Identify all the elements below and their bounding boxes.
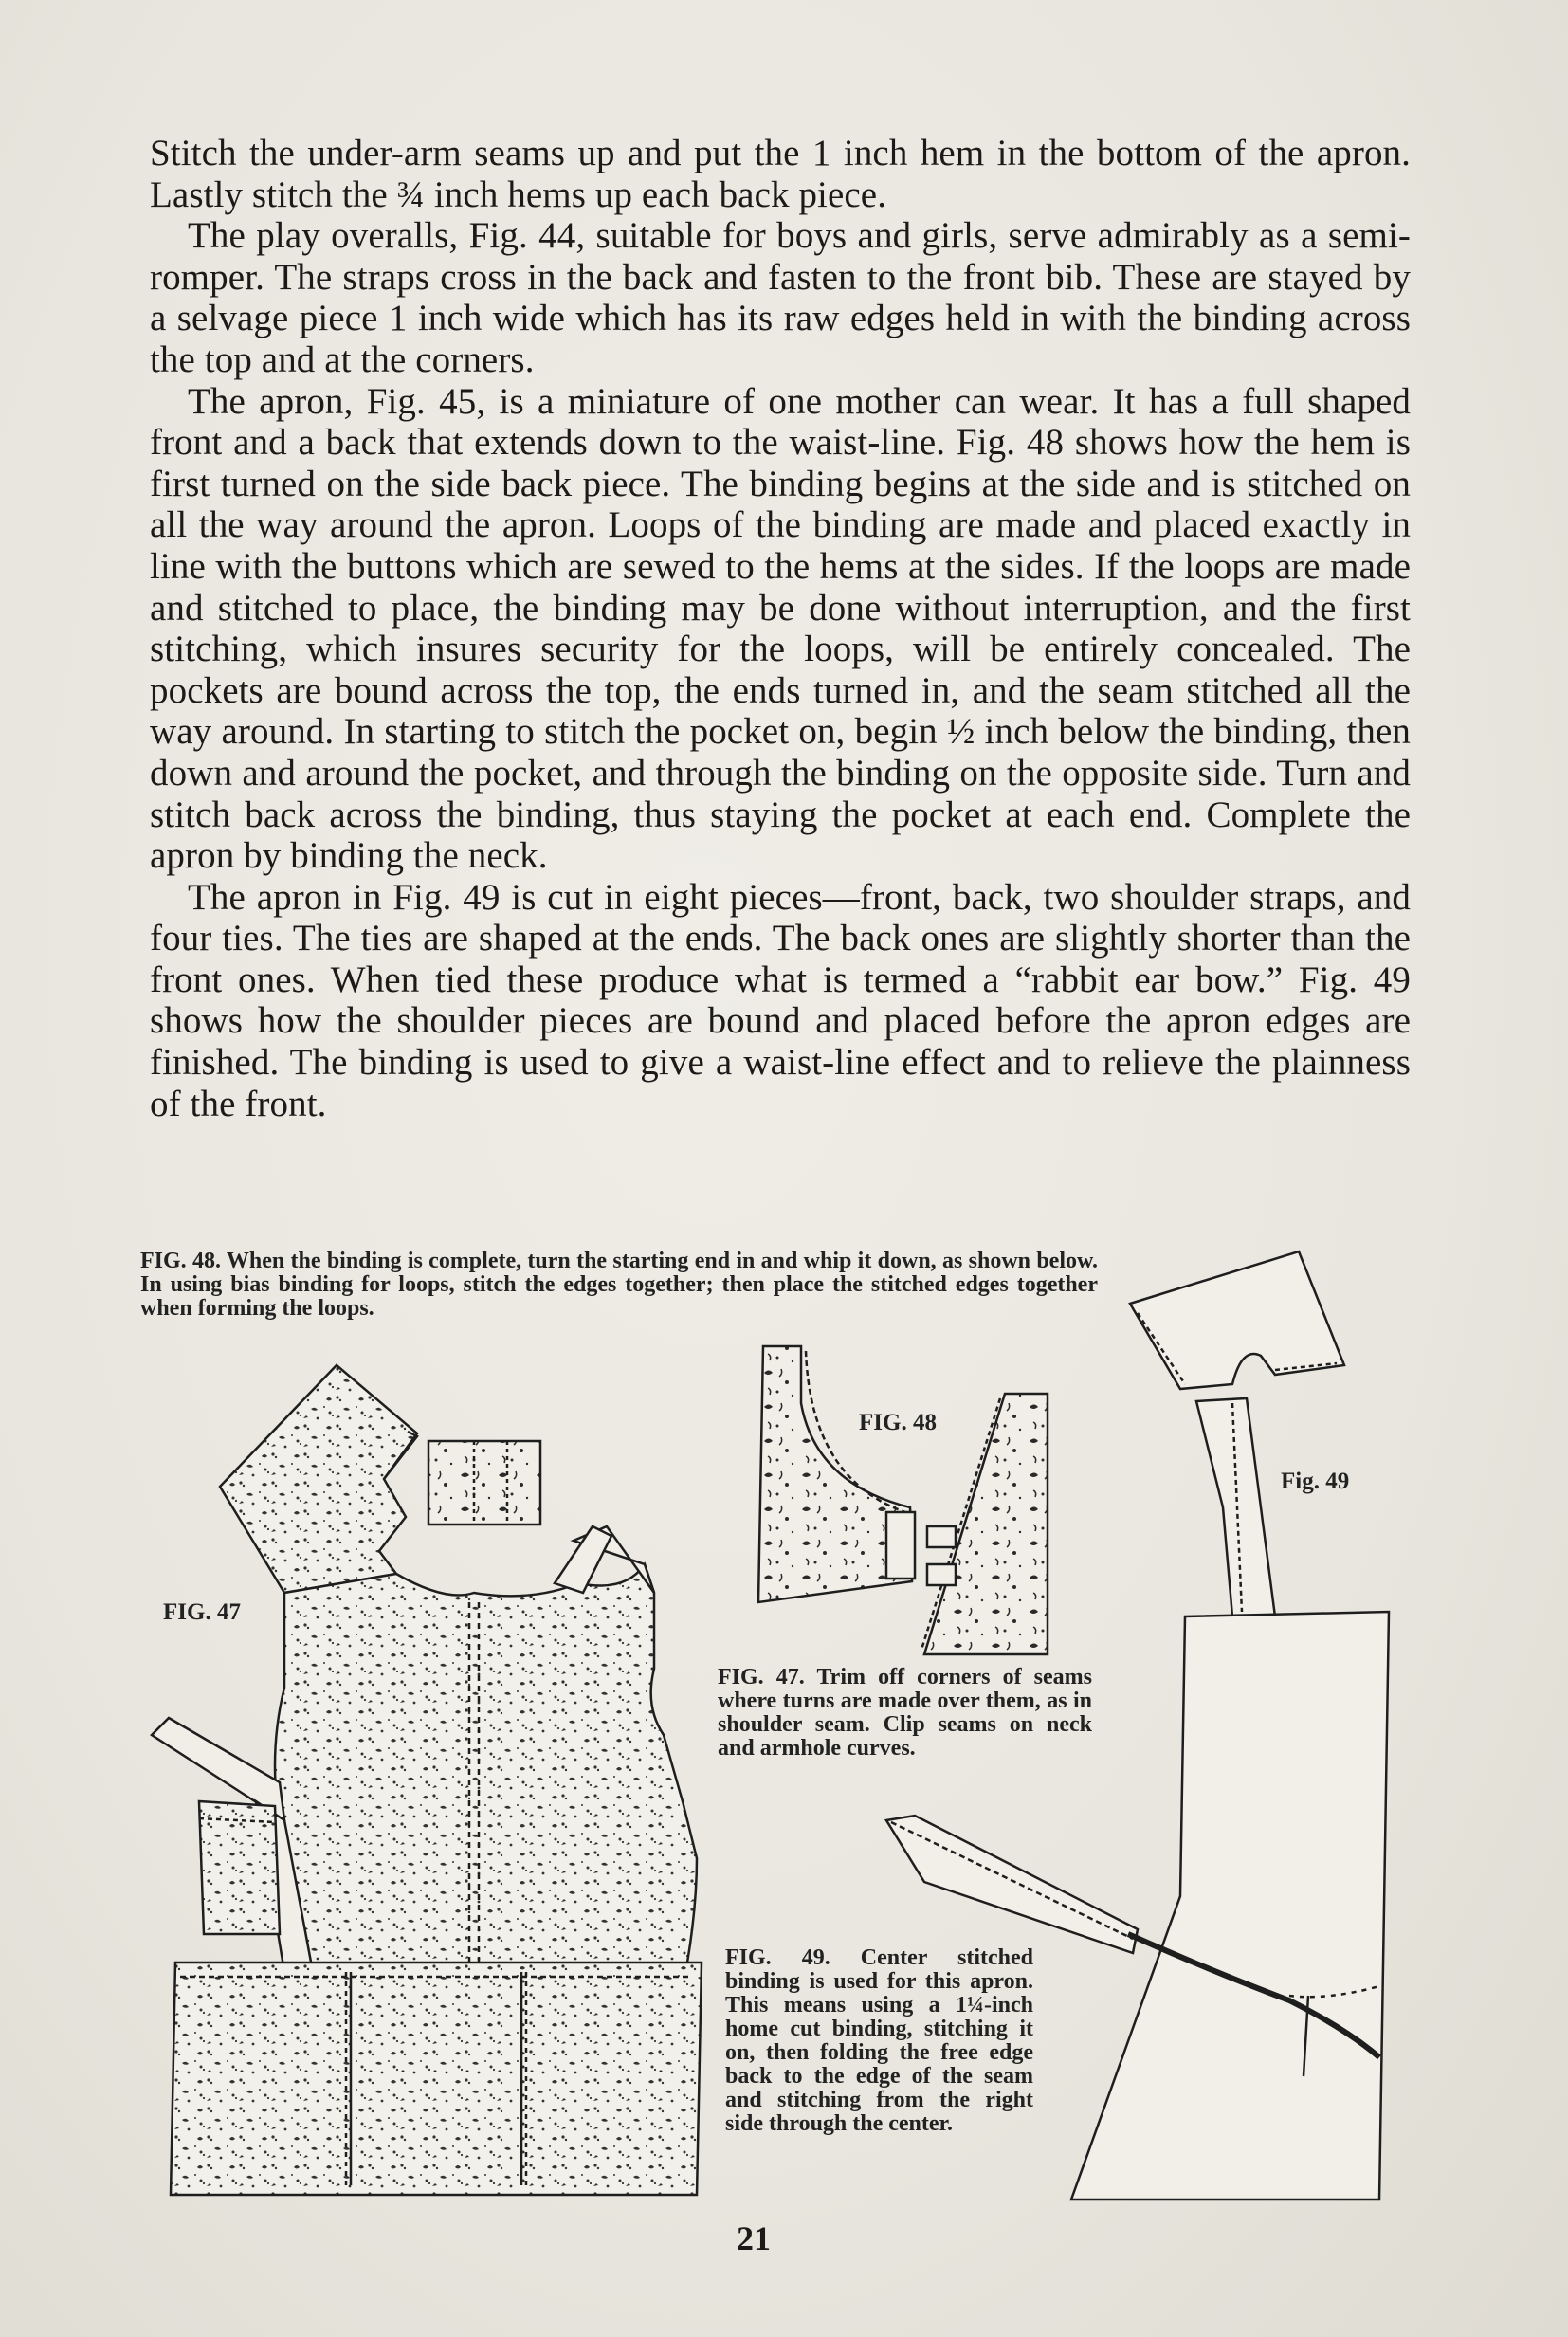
page-number: 21 [737, 2219, 771, 2257]
paragraph-3: The apron, Fig. 45, is a miniature of one mother can wear. It has a full shaped front and a back that extends down to the waist-line. Fig. 48 shows how the hem is first turned on the side back piece. The binding begins at the side and is stitched on all the way around the apron. Loops of the binding are made and placed exactly in line with the buttons which are sewed to the hems at the sides. If the loops are made and stitched to place, the binding may be done without interruption, and the first stitching, which insures security for the loops, will be entirely concealed. The pockets are bound across the top, the ends turned in, and the seam stitched all the way around. In starting to stitch the pocket on, begin ½ inch below the binding, then down and around the pocket, and through the binding on the opposite side. Turn and stitch back across the binding, thus staying the pocket at each end. Complete the apron by binding the neck. [150, 380, 1411, 877]
fig49-label: Fig. 49 [1281, 1469, 1350, 1494]
fig49-caption: FIG. 49. Center stitched binding is used for this apron. This means using a 1¼-inch home cut binding, stitching it on, then folding the free edge back to the edge of the seam and stitching from the right side through the center. [725, 1945, 1033, 2136]
fig47-label: FIG. 47 [163, 1599, 241, 1625]
fig48-label: FIG. 48 [859, 1410, 937, 1435]
paragraph-4: The apron in Fig. 49 is cut in eight pieces—front, back, two shoulder straps, and four ties. The ties are shaped at the ends. The back ones are slightly shorter than the front ones. When tied these produce what is termed a “rabbit ear bow.” Fig. 49 shows how the shoulder pieces are bound and placed before the apron edges are finished. The binding is used to give a waist-line effect and to relieve the plainness of the front. [150, 876, 1411, 1124]
fig47-drawing [152, 1365, 702, 2195]
paragraph-1: Stitch the under-arm seams up and put the 1 inch hem in the bottom of the apron. Lastly stitch the ¾ inch hems up each back piece. [150, 133, 1411, 215]
paragraph-2: The play overalls, Fig. 44, suitable for boys and girls, serve admirably as a semi-romper. The straps cross in the back and fasten to the front bib. These are stayed by a selvage piece 1 inch wide which has its raw edges held in with the binding across the top and at the corners. [150, 215, 1411, 380]
fig48-drawing [758, 1346, 1048, 1654]
fig47-caption: FIG. 47. Trim off corners of seams where turns are made over them, as in shoulder seam. Clip seams on neck and armhole curves. [718, 1665, 1092, 1761]
fig48-caption: FIG. 48. When the binding is complete, turn the starting end in and whip it down, as shown below. In using bias binding for loops, stitch the edges together; then place the stitched edges together when forming the loops. [140, 1249, 1098, 1321]
